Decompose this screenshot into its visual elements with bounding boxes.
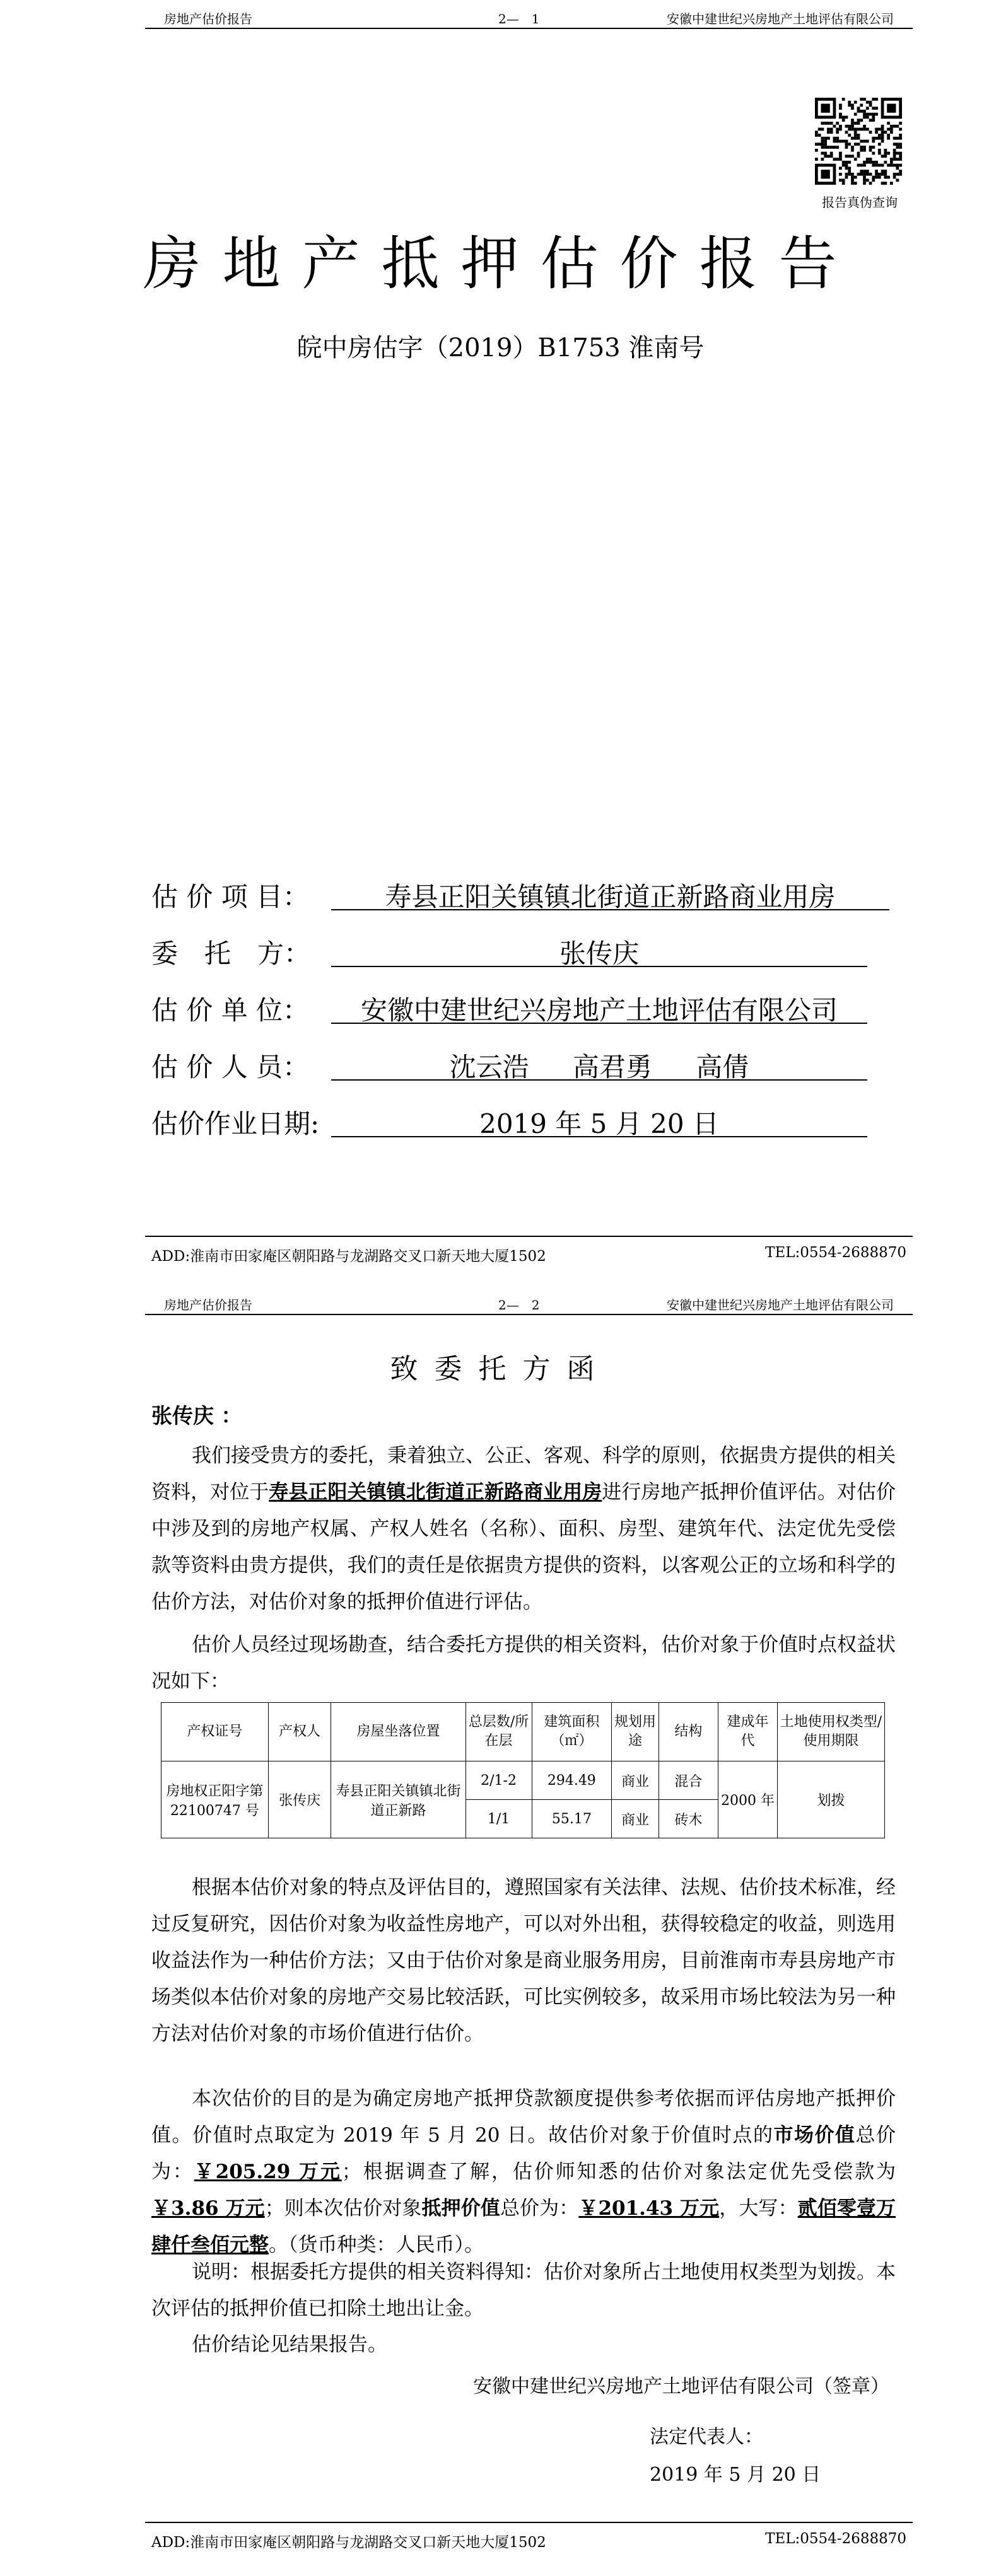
staff-name: 高君勇 <box>572 1052 652 1082</box>
header-company: 安徽中建世纪兴房地产土地评估有限公司 <box>667 1297 894 1313</box>
cert-number-cell: 房地权正阳字第 22100747 号 <box>161 1761 269 1838</box>
footer-tel: TEL:0554-2688870 <box>765 2531 906 2547</box>
text: ；根据调查了解，估价师知悉的估价对象法定优先受偿款为 <box>341 2161 896 2183</box>
text: 本次估价的目的是为确定房地产抵押贷款额度提供参考依据而评估房地产抵押价值。价值时点取定为 2019 年 5 月 20 日。故估价对象于价值时点的 <box>151 2087 896 2147</box>
staff-label: 估 价 人 员： <box>151 1052 310 1082</box>
column-header: 规划用途 <box>612 1703 659 1761</box>
footer-address: ADD:淮南市田家庵区朝阳路与龙湖路交叉口新天地大厦1502 <box>151 1248 546 1265</box>
column-header: 产权证号 <box>161 1703 269 1761</box>
land-type-cell: 划拨 <box>778 1761 885 1838</box>
market-value-amount: ￥205.29 万元 <box>194 2161 342 2183</box>
appraiser-value: 安徽中建世纪兴房地产土地评估有限公司 <box>331 990 867 1024</box>
column-header: 结构 <box>659 1703 718 1761</box>
property-address: 寿县正阳关镇镇北街道正新路商业用房 <box>269 1481 602 1504</box>
letter-title: 致委托方函 <box>390 1353 611 1385</box>
column-header: 总层数/所在层 <box>465 1703 532 1761</box>
report-title: 房地产抵押估价报告 <box>143 230 858 298</box>
paragraph-method: 根据本估价对象的特点及评估目的，遵照国家有关法律、法规、估价技术标准，经过反复研究，因估价对象为收益性房地产，可以对外出租，获得较稳定的收益，则选用收益法作为一种估价方法；又由于估价对象是商业服务用房，目前淮南市寿县房地产市场类似本估价对象的房地产交易比较活跃，可比实例较多，故采用市场比较法为另一种方法对估价对象的市场价值进行估价。 <box>151 1876 896 2045</box>
header-company: 安徽中建世纪兴房地产土地评估有限公司 <box>667 11 894 26</box>
date-value: 2019 年 5 月 20 日 <box>331 1103 867 1137</box>
project-value: 寿县正阳关镇镇北街道正新路商业用房 <box>331 876 889 910</box>
letter-page <box>0 1286 1001 2576</box>
qr-code-icon[interactable] <box>815 98 902 185</box>
use-cell: 商业 <box>612 1761 659 1800</box>
signature-company: 安徽中建世纪兴房地产土地评估有限公司（签章） <box>473 2376 889 2398</box>
location-cell: 寿县正阳关镇镇北街道正新路 <box>331 1761 465 1838</box>
footer-tel: TEL:0554-2688870 <box>765 1244 906 1261</box>
text: 。（货币种类：人民币）。 <box>269 2234 484 2256</box>
page-footer <box>145 2522 913 2551</box>
paragraph-note: 说明：根据委托方提供的相关资料得知：估价对象所占土地使用权类型为划拨。本次评估的抵押价值已扣除土地出让金。 <box>151 2261 896 2320</box>
date-label: 估价作业日期: <box>151 1108 320 1139</box>
staff-name: 高倩 <box>696 1052 749 1082</box>
built-year-cell: 2000 年 <box>718 1761 777 1838</box>
column-header: 建成年代 <box>718 1703 777 1761</box>
area-cell: 55.17 <box>532 1800 612 1838</box>
text: ，大写： <box>719 2197 798 2220</box>
property-table <box>161 1702 885 1838</box>
footer-address: ADD:淮南市田家庵区朝阳路与龙湖路交叉口新天地大厦1502 <box>151 2534 546 2551</box>
column-header: 房屋坐落位置 <box>331 1703 465 1761</box>
priority-claim-amount: ￥3.86 万元 <box>151 2197 265 2220</box>
floors-cell: 2/1-2 <box>465 1761 532 1800</box>
text: ；则本次估价对象 <box>264 2197 422 2220</box>
signature-date: 2019 年 5 月 20 日 <box>650 2464 821 2486</box>
table-header-row <box>161 1703 885 1761</box>
client-label: 委 托 方： <box>151 938 311 969</box>
page-footer <box>145 1236 913 1265</box>
header-page-number: 2— 2 <box>498 1297 540 1313</box>
use-cell: 商业 <box>612 1800 659 1838</box>
page-header <box>145 1286 913 1315</box>
area-cell: 294.49 <box>532 1761 612 1800</box>
paragraph-valuation <box>151 2080 896 2263</box>
owner-cell: 张传庆 <box>268 1761 331 1838</box>
appraiser-label: 估 价 单 位： <box>151 995 310 1026</box>
text: 总价为： <box>500 2197 579 2220</box>
column-header: 土地使用权类型/使用期限 <box>778 1703 885 1761</box>
mortgage-value-label: 抵押价值 <box>421 2197 500 2220</box>
column-header: 建筑面积（㎡） <box>532 1703 612 1761</box>
table-row <box>161 1761 885 1800</box>
salutation: 张传庆 ： <box>151 1403 242 1428</box>
report-cover-page <box>0 0 1001 1286</box>
project-label: 估 价 项 目： <box>151 881 310 912</box>
staff-name: 沈云浩 <box>449 1052 529 1082</box>
market-value-label: 市场价值 <box>773 2124 856 2147</box>
column-header: 产权人 <box>268 1703 331 1761</box>
mortgage-value-amount: ￥201.43 万元 <box>578 2197 720 2220</box>
header-page-number: 2— 1 <box>498 11 540 26</box>
mortgage-value-in-words: 贰佰零壹万肆仟叁佰元整 <box>151 2197 896 2256</box>
client-value: 张传庆 <box>331 933 867 967</box>
paragraph-conclusion: 估价结论见结果报告。 <box>192 2333 387 2356</box>
page-header <box>145 0 913 29</box>
structure-cell: 混合 <box>659 1761 718 1800</box>
paragraph-intro <box>151 1437 896 1620</box>
text: 总价为： <box>151 2124 896 2183</box>
structure-cell: 砖木 <box>659 1800 718 1838</box>
text: 进行房地产抵押价值评估。对估价中涉及到的房地产权属、产权人姓名（名称）、面积、房型、建筑年代、法定优先受偿款等资料由贵方提供，我们的责任是依据贵方提供的资料，以客观公正的立场和科学的估价方法，对估价对象的抵押价值进行评估。 <box>151 1481 896 1613</box>
text: 我们接受贵方的委托，秉着独立、公正、客观、科学的原则，依据贵方提供的相关资料，对位于 <box>151 1444 896 1504</box>
header-report-type: 房地产估价报告 <box>164 11 252 26</box>
header-report-type: 房地产估价报告 <box>164 1297 252 1313</box>
paragraph-survey: 估价人员经过现场勘查，结合委托方提供的相关资料，估价对象于价值时点权益状况如下： <box>151 1633 896 1693</box>
floors-cell: 1/1 <box>465 1800 532 1838</box>
qr-caption: 报告真伪查询 <box>822 195 898 210</box>
staff-value <box>331 1047 867 1081</box>
report-number: 皖中房估字（2019）B1753 淮南号 <box>296 334 705 363</box>
signature-representative: 法定代表人： <box>650 2426 763 2448</box>
